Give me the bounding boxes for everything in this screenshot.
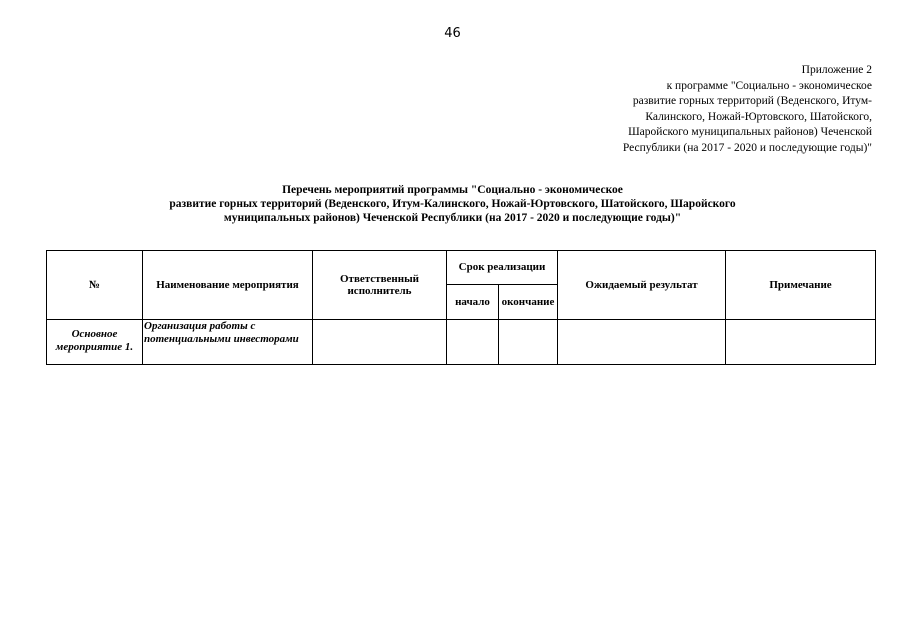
row-label-cell xyxy=(47,320,143,365)
events-table xyxy=(46,250,876,365)
header-number: № xyxy=(47,251,143,320)
header-executor-text: Ответственный исполнитель xyxy=(339,272,420,297)
appendix-line: Приложение 2 xyxy=(801,64,872,76)
row-name: Организация работы с потенциальными инвесторами xyxy=(144,320,299,345)
appendix-line: к программе "Социально - экономическое xyxy=(666,79,872,92)
title-line: Перечень мероприятий программы "Социально - экономическое xyxy=(282,184,623,196)
document-title xyxy=(0,183,905,225)
header-start: начало xyxy=(447,285,499,320)
appendix-line: Калинского, Ножай-Юртовского, Шатойского, xyxy=(645,110,872,123)
header-name: Наименование мероприятия xyxy=(143,251,313,320)
header-end-text: окончание xyxy=(501,295,555,308)
header-end xyxy=(499,285,558,320)
appendix-heading xyxy=(623,63,872,157)
row-label: Основное мероприятие 1. xyxy=(55,328,134,353)
table-row xyxy=(47,320,876,365)
appendix-line: Шаройского муниципальных районов) Чеченской xyxy=(628,126,872,139)
row-end xyxy=(499,320,558,365)
header-period: Срок реализации xyxy=(447,251,558,285)
row-note xyxy=(726,320,876,365)
header-note: Примечание xyxy=(726,251,876,320)
appendix-line: развитие горных территорий (Веденского, Итум- xyxy=(632,95,872,108)
appendix-line: Республики (на 2017 - 2020 и последующие годы)" xyxy=(622,141,872,154)
header-executor xyxy=(313,251,447,320)
row-name-cell xyxy=(143,320,313,365)
title-line: развитие горных территорий (Веденского, Итум-Калинского, Ножай-Юртовского, Шатойского, Шаройского xyxy=(169,198,736,210)
row-result xyxy=(558,320,726,365)
page-number: 46 xyxy=(444,26,461,41)
title-line: муниципальных районов) Чеченской Республики (на 2017 - 2020 и последующие годы)" xyxy=(223,212,682,224)
header-result: Ожидаемый результат xyxy=(558,251,726,320)
row-executor xyxy=(313,320,447,365)
row-start xyxy=(447,320,499,365)
